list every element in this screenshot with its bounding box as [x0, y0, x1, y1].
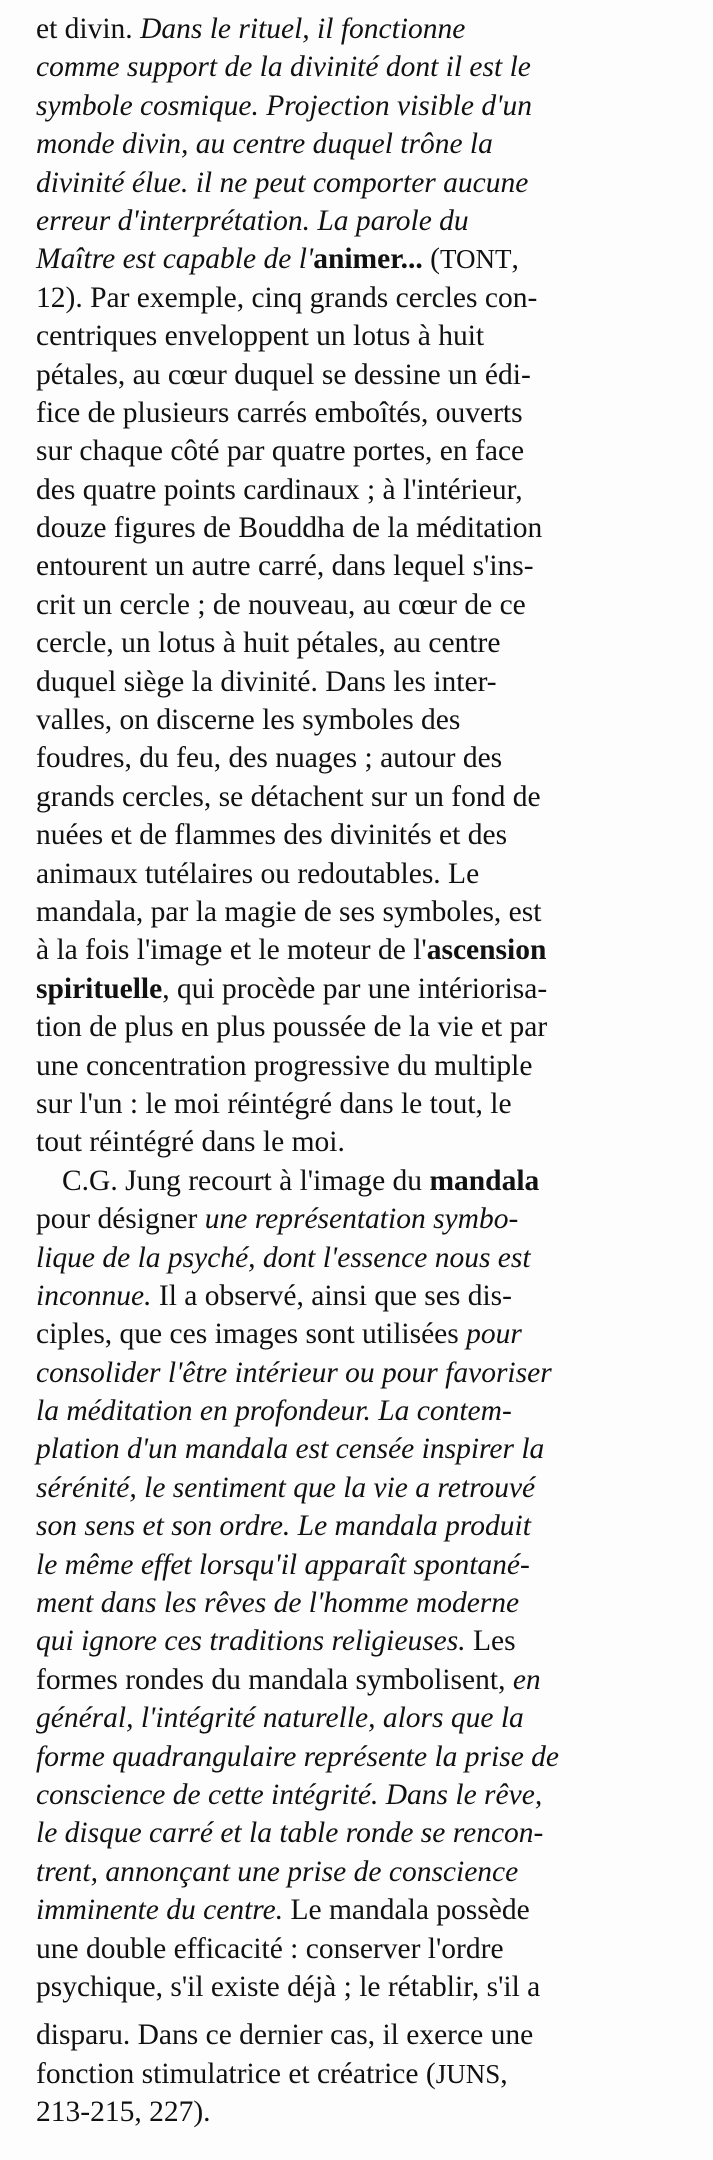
italic-text: erreur d'interprétation. La parole du: [36, 204, 469, 237]
text-run: crit un cercle ; de nouveau, au cœur de ce: [36, 588, 526, 621]
text-line: [36, 1968, 671, 2006]
text-run: disparu. Dans ce dernier cas, il exerce une: [36, 2019, 534, 2052]
text-run: ,: [511, 243, 519, 276]
italic-text: monde divin, au centre duquel trône la: [36, 128, 493, 161]
text-line: [36, 931, 671, 969]
text-line: [36, 1162, 671, 1200]
text-line: [36, 432, 671, 470]
italic-text: forme quadrangulaire représente la prise de: [36, 1740, 560, 1773]
italic-text: Dans le rituel, il fonctionne: [140, 13, 466, 45]
text-line: [36, 855, 671, 893]
bold-term: spirituelle: [36, 972, 163, 1005]
text-run: cercle, un lotus à huit pétales, au centre: [36, 627, 501, 660]
text-line: [36, 624, 671, 662]
text-run: une double efficacité : conserver l'ordre: [36, 1932, 504, 1965]
text-run: tion de plus en plus poussée de la vie et par: [36, 1011, 548, 1044]
text-line: [36, 893, 671, 931]
italic-text: pour: [466, 1318, 522, 1351]
text-line: [36, 1277, 671, 1315]
italic-text: conscience de cette intégrité. Dans le rêve,: [36, 1778, 543, 1811]
text-run: pétales, au cœur duquel se dessine un édi-: [36, 358, 531, 391]
text-line: [36, 279, 671, 317]
text-line: [36, 1507, 671, 1545]
text-run: ,: [500, 2057, 508, 2090]
text-run: Il a observé, ainsi que ses dis-: [151, 1279, 512, 1312]
text-line: [36, 1469, 671, 1507]
italic-text: en: [512, 1663, 541, 1696]
text-run: et divin.: [36, 13, 141, 45]
text-run: mandala, par la magie de ses symboles, est: [36, 895, 542, 928]
text-line: [36, 1008, 671, 1046]
bold-term: ascension: [426, 934, 547, 967]
text-run: 12). Par exemple, cinq grands cercles con-: [36, 281, 538, 314]
text-line: [36, 2093, 671, 2131]
text-run: pour désigner: [36, 1203, 205, 1236]
italic-text: trent, annonçant une prise de conscience: [36, 1855, 519, 1888]
paragraph-p2: [36, 1162, 671, 2132]
text-line: [36, 1930, 671, 1968]
text-line: [36, 1200, 671, 1238]
text-line: [36, 125, 671, 163]
text-line: [36, 970, 671, 1008]
text-line: [36, 663, 671, 701]
italic-text: le disque carré et la table ronde se rencon-: [36, 1817, 544, 1850]
text-run: entourent un autre carré, dans lequel s'ins-: [36, 550, 534, 583]
italic-text: plation d'un mandala est censée inspirer la: [36, 1433, 545, 1466]
italic-text: une représentation symbo-: [204, 1203, 519, 1236]
text-line: [36, 739, 671, 777]
text-column: [36, 10, 671, 2131]
text-line: [36, 240, 671, 278]
text-line: [36, 87, 671, 125]
text-line: [36, 509, 671, 547]
text-run: sur l'un : le moi réintégré dans le tout, le: [36, 1087, 512, 1120]
italic-text: son sens et son ordre. Le mandala produit: [36, 1510, 531, 1543]
text-line: [36, 816, 671, 854]
text-run: psychique, s'il existe déjà ; le rétablir, s'il a: [36, 1970, 541, 2003]
text-line: [36, 1891, 671, 1929]
text-run: grands cercles, se détachent sur un fond de: [36, 780, 541, 813]
text-run: duquel siège la divinité. Dans les inter-: [36, 665, 497, 698]
text-run: Les: [465, 1625, 516, 1658]
italic-text: Maître est capable de l': [36, 243, 314, 276]
text-line: [36, 1315, 671, 1353]
text-line: [36, 1123, 671, 1161]
bold-term: mandala: [429, 1164, 540, 1197]
italic-text: divinité élue. il ne peut comporter aucune: [36, 166, 529, 199]
italic-text: général, l'intégrité naturelle, alors que la: [36, 1702, 524, 1735]
text-run: foudres, du feu, des nuages ; autour des: [36, 742, 503, 775]
text-line: [36, 1047, 671, 1085]
text-line: [36, 2016, 671, 2054]
text-run: des quatre points cardinaux ; à l'intérieur,: [36, 473, 523, 506]
text-line: [36, 1622, 671, 1660]
text-line: [36, 1354, 671, 1392]
source-reference: TONT: [439, 244, 512, 275]
text-line: [36, 394, 671, 432]
text-run: une concentration progressive du multiple: [36, 1049, 533, 1082]
text-run: tout réintégré dans le moi.: [36, 1126, 345, 1159]
text-line: [36, 202, 671, 240]
source-reference: JUNS: [435, 2058, 501, 2089]
text-run: formes rondes du mandala symbolisent,: [36, 1663, 513, 1696]
italic-text: la méditation en profondeur. La contem-: [36, 1395, 512, 1428]
text-run: , qui procède par une intériorisa-: [162, 972, 548, 1005]
text-line: [36, 1430, 671, 1468]
text-line: [36, 48, 671, 86]
text-run: valles, on discerne les symboles des: [36, 704, 461, 737]
text-line: [36, 2055, 671, 2093]
italic-text: lique de la psyché, dont l'essence nous est: [36, 1241, 531, 1274]
paragraph-p1: [36, 10, 671, 1162]
text-line: [36, 1239, 671, 1277]
text-line: [36, 1584, 671, 1622]
text-line: [36, 317, 671, 355]
text-run: animaux tutélaires ou redoutables. Le: [36, 857, 480, 890]
text-line: [36, 1853, 671, 1891]
italic-text: symbole cosmique. Projection visible d'un: [36, 89, 532, 122]
italic-text: qui ignore ces traditions religieuses.: [36, 1625, 466, 1658]
text-run: fonction stimulatrice et créatrice (: [36, 2057, 436, 2090]
italic-text: ment dans les rêves de l'homme moderne: [36, 1587, 520, 1620]
text-line: [36, 164, 671, 202]
text-line: [36, 586, 671, 624]
text-run: centriques enveloppent un lotus à huit: [36, 320, 485, 353]
text-line: [36, 471, 671, 509]
text-line: [36, 1814, 671, 1852]
text-run: C.G. Jung recourt à l'image du: [62, 1164, 430, 1197]
italic-text: consolider l'être intérieur ou pour favoriser: [36, 1356, 552, 1389]
text-line: [36, 547, 671, 585]
text-line: [36, 1699, 671, 1737]
text-line: [36, 1661, 671, 1699]
text-line: [36, 1776, 671, 1814]
text-run: 213-215, 227).: [36, 2096, 211, 2129]
text-line: [36, 356, 671, 394]
italic-text: sérénité, le sentiment que la vie a retrouvé: [36, 1471, 536, 1504]
italic-text: inconnue.: [36, 1279, 152, 1312]
text-line: [36, 701, 671, 739]
text-line: [36, 1738, 671, 1776]
text-line: [36, 1546, 671, 1584]
text-run: (: [422, 243, 440, 276]
text-run: sur chaque côté par quatre portes, en face: [36, 435, 525, 468]
text-run: Le mandala possède: [283, 1894, 530, 1927]
italic-text: imminente du centre.: [36, 1894, 284, 1927]
text-run: nuées et de flammes des divinités et des: [36, 819, 508, 852]
text-run: ciples, que ces images sont utilisées: [36, 1318, 467, 1351]
text-run: fice de plusieurs carrés emboîtés, ouverts: [36, 396, 523, 429]
text-line: [36, 10, 671, 48]
bold-term: animer...: [313, 243, 423, 276]
italic-text: le même effet lorsqu'il apparaît spontané-: [36, 1548, 530, 1581]
text-run: à la fois l'image et le moteur de l': [36, 934, 427, 967]
text-line: [36, 1085, 671, 1123]
text-run: douze figures de Bouddha de la méditation: [36, 512, 543, 545]
text-line: [36, 778, 671, 816]
text-line: [36, 1392, 671, 1430]
italic-text: comme support de la divinité dont il est le: [36, 51, 531, 84]
